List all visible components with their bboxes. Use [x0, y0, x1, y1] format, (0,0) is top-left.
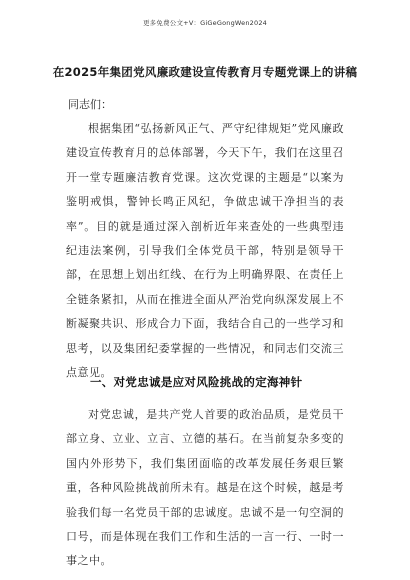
- greeting: 同志们：: [68, 98, 112, 111]
- body-paragraph-1: 根据集团“弘扬新风正气、严守纪律规矩”党风廉政建设宣传教育月的总体部署，今天下午，我们在这里召开一堂专题廉洁教育党课。这次党课的主题是“以案为鉴明戒惧，警钟长鸣正风纪，争做忠诚干净担当的表率”。目的就是通过深入剖析近年来查处的一些典型违纪违法案例，引导我们全体党员干部，特别是领导干部，在思想上划出红线、在行为上明确界限、在责任上全链条紧扣，从而在推进全面从严治党向纵深发展上不断凝聚共识、形成合力下面，我结合自己的一些学习和思考，以及集团纪委掌握的一些情况，和同志们交流三点意见。: [66, 122, 344, 380]
- body-paragraph-2: 对党忠诚，是共产党人首要的政治品质，是党员干部立身、立业、立言、立德的基石。在当前复杂多变的国内外形势下，我们集团面临的改革发展任务艰巨繁重，各种风险挑战前所未有。越是在这个时候，越是考验我们每一名党员干部的忠诚度。忠诚不是一句空洞的口号，而是体现在我们工作和生活的一言一行、一时一事之中。: [66, 408, 344, 568]
- section-heading-1: 一、对党忠诚是应对风险挑战的定海神针: [90, 375, 303, 389]
- watermark-text: 更多免费公文+V：GiGeGongWen2024: [142, 19, 268, 27]
- document-title: 在2025年集团党风廉政建设宣传教育月专题党课上的讲稿: [52, 65, 358, 79]
